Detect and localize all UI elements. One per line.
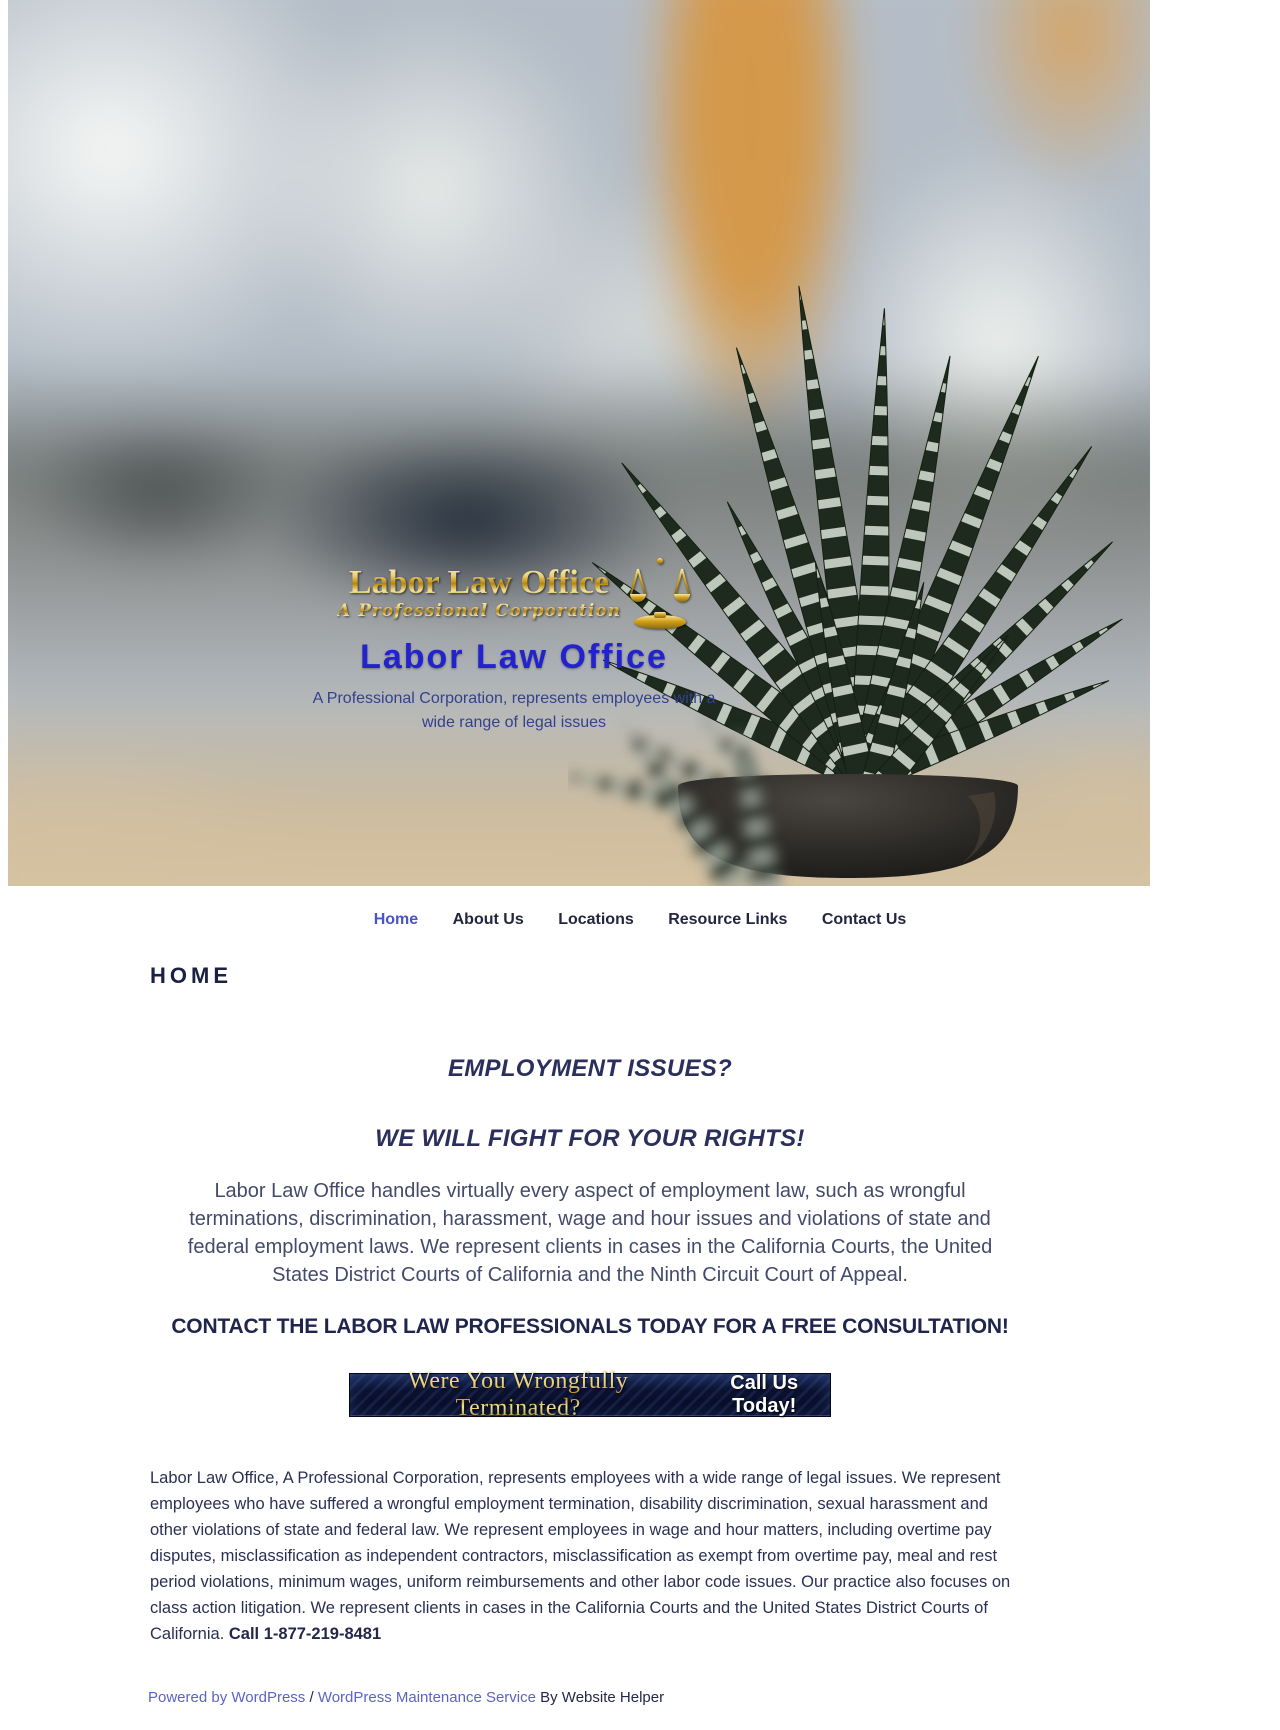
body-paragraph bbox=[150, 1465, 1024, 1647]
site-footer bbox=[148, 1689, 1280, 1730]
powered-by-wordpress-link[interactable]: Powered by WordPress bbox=[148, 1689, 306, 1706]
logo-title: Labor Law Office bbox=[337, 565, 621, 601]
maintenance-service-link[interactable]: WordPress Maintenance Service bbox=[317, 1689, 536, 1706]
footer-separator: / bbox=[305, 1689, 318, 1706]
footer-byline: By Website Helper bbox=[535, 1689, 665, 1706]
site-title[interactable]: Labor Law Office bbox=[360, 638, 668, 676]
employment-issues-heading: EMPLOYMENT ISSUES? bbox=[447, 1055, 733, 1082]
free-consultation-heading: CONTACT THE LABOR LAW PROFESSIONALS TODAY FOR A FREE CONSULTATION! bbox=[171, 1315, 1009, 1338]
law-office-logo bbox=[337, 556, 691, 630]
wrongful-termination-banner[interactable] bbox=[349, 1368, 831, 1421]
main-content bbox=[150, 963, 1030, 1647]
logo-subtitle: A Professional Corporation bbox=[336, 600, 622, 621]
hero-image bbox=[8, 0, 1150, 886]
page-title: HOME bbox=[150, 963, 232, 988]
banner-call-us-text: Call Us Today! bbox=[730, 1372, 799, 1417]
scales-of-justice-icon bbox=[629, 556, 691, 630]
nav-item-locations[interactable]: Locations bbox=[558, 911, 634, 928]
nav-item-home[interactable]: Home bbox=[373, 911, 419, 928]
nav-item-about-us[interactable]: About Us bbox=[452, 911, 524, 928]
nav-item-contact-us[interactable]: Contact Us bbox=[821, 911, 907, 928]
main-navigation bbox=[0, 886, 1280, 949]
phone-number: Call 1-877-219-8481 bbox=[228, 1625, 382, 1643]
nav-item-resource-links[interactable]: Resource Links bbox=[668, 911, 788, 928]
fight-for-rights-heading: WE WILL FIGHT FOR YOUR RIGHTS! bbox=[375, 1125, 805, 1152]
intro-paragraph: Labor Law Office handles virtually every aspect of employment law, such as wrongful terminations, discrimination, harassment, wage and hour issues and violations of state and federal employment laws. We represent clients in cases in the California Courts, the United States District Courts of California and the Ninth Circuit Court of Appeal. bbox=[187, 1180, 993, 1286]
banner-question-text: Were You Wrongfully Terminated? bbox=[350, 1368, 686, 1422]
site-tagline: A Professional Corporation, represents employees with a wide range of legal issues bbox=[312, 690, 716, 731]
body-text: Labor Law Office, A Professional Corporation, represents employees with a wide range of legal issues. We represent employees who have suffered a wrongful employment termination, disability discrimination, sexual harassment and other violations of state and federal law. We represent employees in wage and hour matters, including overtime pay disputes, misclassification as independent contractors, misclassification as exempt from overtime pay, meal and rest period violations, minimum wages, uniform reimbursements and other labor code issues. Our practice also focuses on class action litigation. We represent clients in cases in the California Courts and the United States District Courts of California. bbox=[150, 1469, 1011, 1643]
